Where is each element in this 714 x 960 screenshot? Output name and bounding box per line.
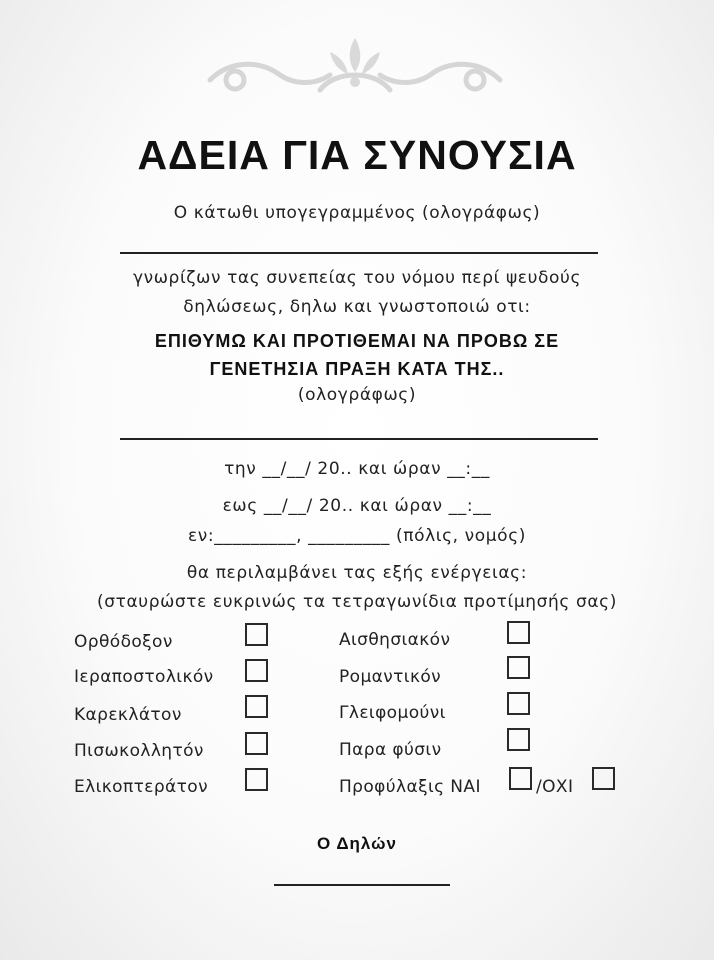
checkbox-ierapostolikon[interactable] (245, 659, 268, 682)
actions-hint: (σταυρώστε ευκρινώς τα τετραγωνίδια προτίμησής σας) (97, 592, 617, 612)
notice-line-2: δηλώσεως, δηλω και γνωστοποιώ οτι: (183, 297, 531, 317)
signature-line[interactable] (274, 884, 450, 886)
checkbox-pisokollhton[interactable] (245, 732, 268, 755)
statement-note: (ολογράφως) (297, 385, 417, 405)
partner-blank-line[interactable] (120, 438, 598, 440)
notice-line-1: γνωρίζων τας συνεπείας του νόμου περί ψευδούς (132, 268, 582, 288)
protection-label: Προφύλαξις ΝΑΙ (339, 777, 481, 797)
date-to-line: εως __/__/ 20.. και ώραν __:__ (222, 496, 492, 516)
option-label-orthodoxon: Ορθόδοξον (74, 632, 173, 652)
intro-text: Ο κάτωθι υπογεγραμμένος (ολογράφως) (173, 203, 541, 223)
name-blank-line[interactable] (120, 252, 598, 254)
decorative-ornament (190, 30, 520, 100)
place-line: εν:_________, _________ (πόλις, νομός) (187, 526, 526, 546)
option-label-romantikon: Ρομαντικόν (339, 667, 442, 687)
checkbox-aisthisiakon[interactable] (507, 621, 530, 644)
checkbox-protection-yes[interactable] (509, 767, 532, 790)
option-label-gleifomouni: Γλειφομούνι (339, 703, 446, 723)
document-title: ΑΔΕΙΑ ΓΙΑ ΣΥΝΟΥΣΙΑ (137, 132, 577, 178)
signatory-label: Ο Δηλών (317, 834, 397, 853)
checkbox-para-fysin[interactable] (507, 728, 530, 751)
option-label-ierapostolikon: Ιεραποστολικόν (74, 667, 214, 687)
checkbox-gleifomouni[interactable] (507, 692, 530, 715)
checkbox-romantikon[interactable] (507, 656, 530, 679)
option-label-para-fysin: Παρα φύσιν (339, 740, 442, 760)
actions-intro: θα περιλαμβάνει τας εξής ενέργειας: (186, 563, 528, 583)
option-label-elikopteraton: Ελικοπτεράτον (74, 777, 208, 797)
checkbox-orthodoxon[interactable] (245, 623, 268, 646)
option-label-aisthisiakon: Αισθησιακόν (339, 630, 451, 650)
date-from-line: την __/__/ 20.. και ώραν __:__ (224, 459, 490, 479)
option-label-pisokollhton: Πισωκολλητόν (74, 741, 204, 761)
statement-line-1: ΕΠΙΘΥΜΩ ΚΑΙ ΠΡΟΤΙΘΕΜΑΙ ΝΑ ΠΡΟΒΩ ΣΕ (154, 331, 560, 351)
checkbox-protection-no[interactable] (592, 767, 615, 790)
option-label-kareklaton: Καρεκλάτον (74, 705, 182, 725)
checkbox-kareklaton[interactable] (245, 695, 268, 718)
checkbox-elikopteraton[interactable] (245, 768, 268, 791)
protection-no-label: /ΟΧΙ (536, 777, 574, 797)
statement-line-2: ΓΕΝΕΤΗΣΙΑ ΠΡΑΞΗ ΚΑΤΑ ΤΗΣ.. (209, 359, 505, 379)
